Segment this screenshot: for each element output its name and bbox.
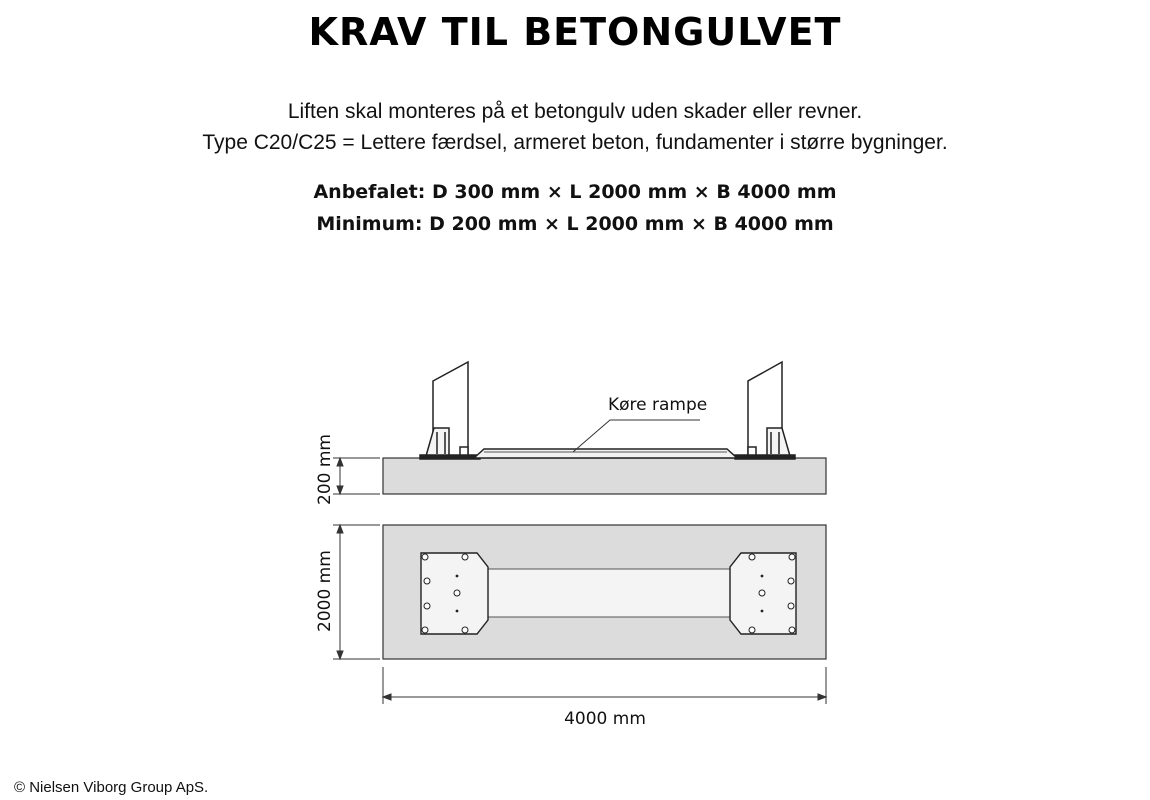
ramp-label: Køre rampe (608, 395, 708, 415)
concrete-slab-side (383, 458, 826, 494)
depth-dimension (333, 458, 380, 494)
base-plate-right (730, 553, 796, 634)
lift-column-left (420, 362, 480, 459)
plan-view (383, 525, 826, 659)
minimum-spec: Minimum: D 200 mm × L 2000 mm × B 4000 mm (316, 213, 834, 235)
depth-label: 200 mm (315, 434, 335, 505)
recommended-spec: Anbefalet: D 300 mm × L 2000 mm × B 4000 mm (313, 181, 837, 203)
ramp-leader-line (573, 420, 700, 452)
lift-column-right (735, 362, 795, 459)
side-elevation (383, 362, 826, 494)
width-label: 4000 mm (564, 709, 646, 729)
length-dimension (333, 525, 380, 659)
center-runway (484, 569, 730, 617)
intro-line-1: Liften skal monteres på et betongulv uden skader eller revner. (287, 100, 863, 123)
length-label: 2000 mm (315, 550, 335, 632)
intro-line-2: Type C20/C25 = Lettere færdsel, armeret beton, fundamenter i større bygninger. (202, 131, 948, 154)
width-dimension (383, 667, 826, 704)
page-title: KRAV TIL BETONGULVET (308, 10, 842, 54)
base-plate-left (421, 553, 488, 634)
copyright-footer: © Nielsen Viborg Group ApS. (14, 779, 209, 796)
drive-ramp (474, 449, 737, 458)
